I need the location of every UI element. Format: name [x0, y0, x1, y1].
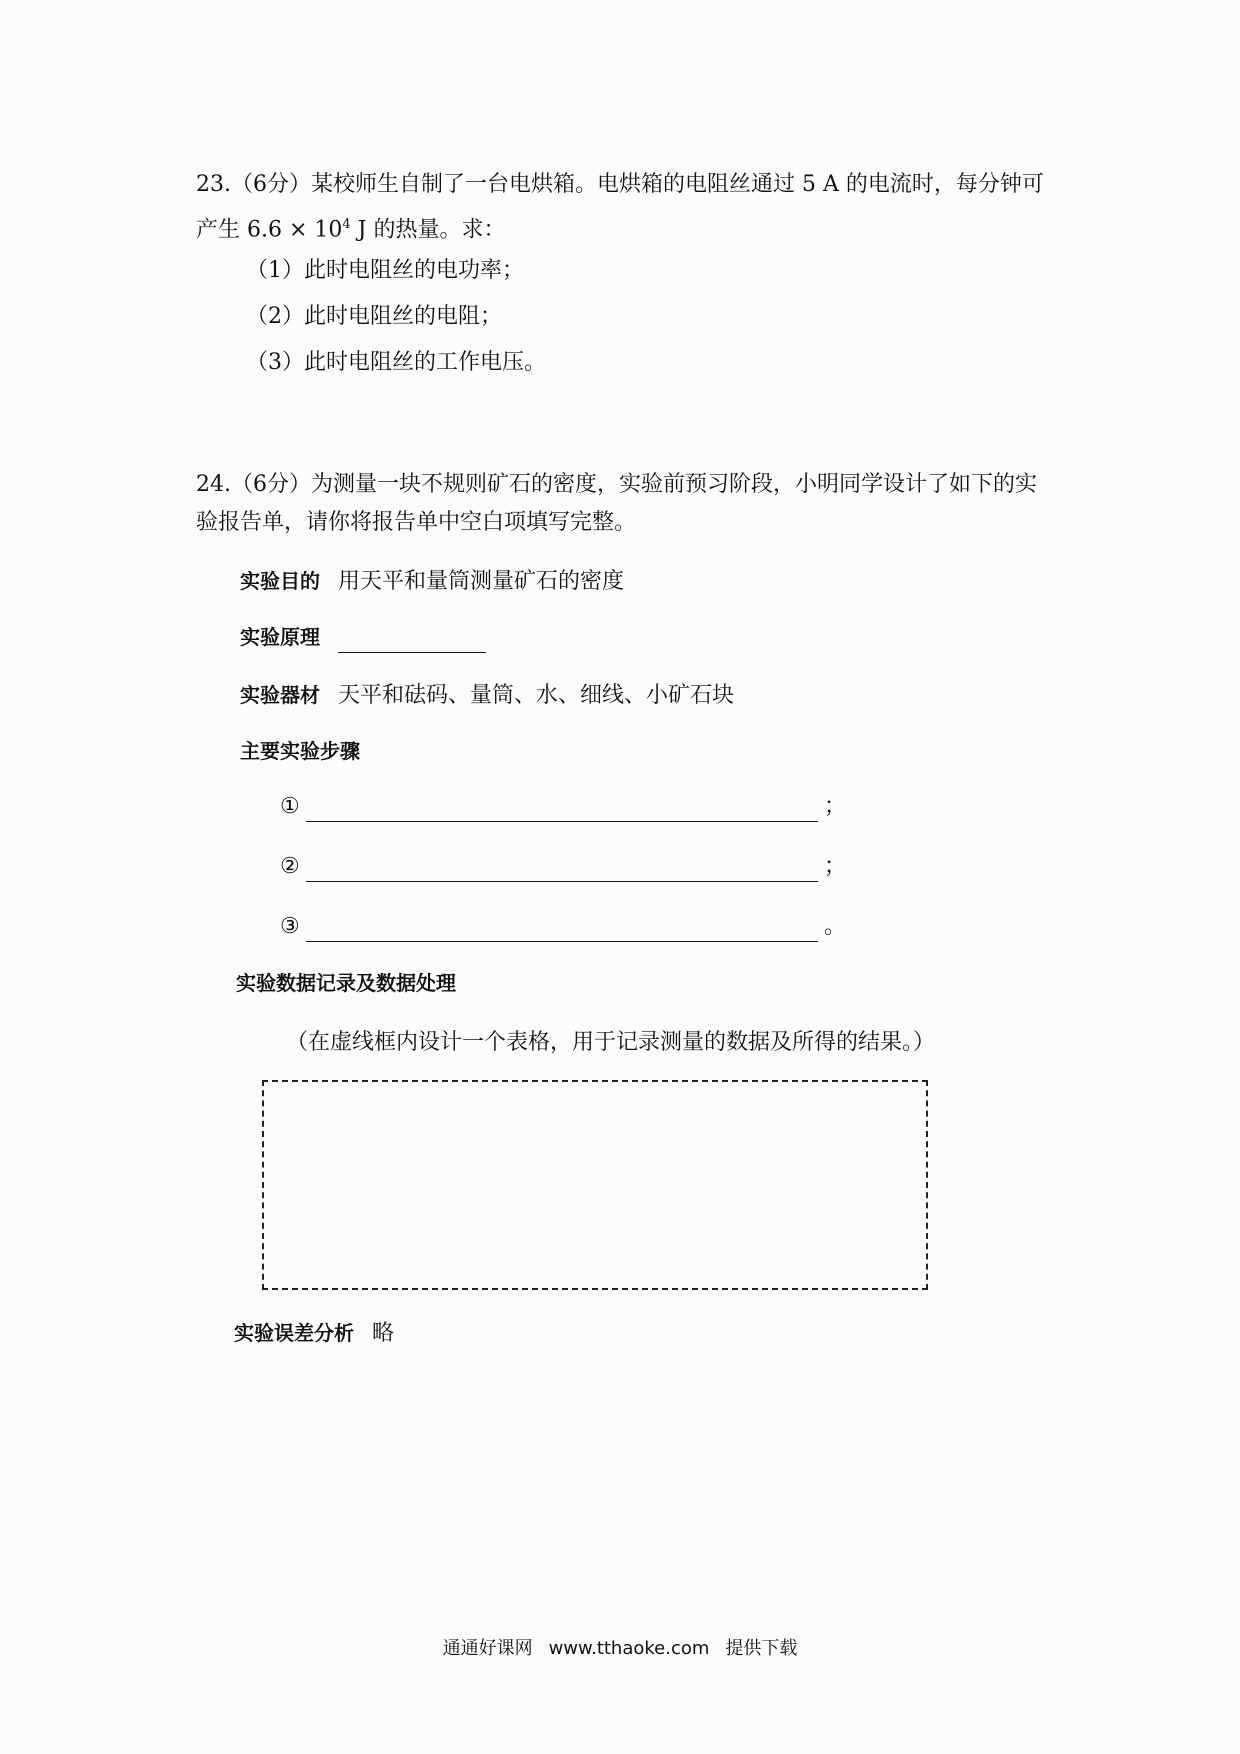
step-1-number: ①	[280, 794, 300, 819]
q23-line-1: 23.（6分）某校师生自制了一台电烘箱。电烘箱的电阻丝通过 5 A 的电流时，每分钟可	[196, 172, 1044, 197]
data-table-box[interactable]	[262, 1080, 928, 1290]
footer-suffix: 提供下载	[725, 1638, 798, 1659]
page-footer	[0, 1634, 1240, 1660]
experiment-purpose-value: 用天平和量筒测量矿石的密度	[338, 569, 625, 594]
step-1	[280, 792, 846, 822]
footer-url[interactable]: www.tthaoke.com	[548, 1638, 710, 1659]
q24-line-2: 验报告单，请你将报告单中空白项填写完整。	[196, 510, 637, 535]
q23-line-2-pre: 产生 6.6 × 10	[196, 217, 343, 243]
q23-line-2-post: J 的热量。求：	[350, 217, 506, 243]
step-1-blank[interactable]	[306, 799, 818, 822]
main-steps-label: 主要实验步骤	[240, 739, 360, 763]
experiment-principle-blank[interactable]	[338, 630, 486, 653]
error-analysis-row	[234, 1318, 394, 1349]
step-2-number: ②	[280, 854, 300, 879]
data-record-row	[236, 968, 456, 999]
q23-exponent: 4	[342, 217, 351, 232]
main-steps-row	[240, 736, 360, 767]
error-analysis-value: 略	[372, 1321, 395, 1346]
step-3	[280, 912, 846, 942]
step-2-punct: ；	[824, 854, 847, 879]
step-3-blank[interactable]	[306, 919, 818, 942]
step-1-punct: ；	[824, 794, 847, 819]
q24-line-1: 24.（6分）为测量一块不规则矿石的密度，实验前预习阶段，小明同学设计了如下的实	[196, 472, 1037, 497]
experiment-purpose-label: 实验目的	[240, 569, 320, 593]
experiment-materials-value: 天平和砝码、量筒、水、细线、小矿石块	[338, 683, 735, 708]
step-3-number: ③	[280, 914, 300, 939]
step-2-blank[interactable]	[306, 859, 818, 882]
data-table-note: （在虚线框内设计一个表格，用于记录测量的数据及所得的结果。）	[286, 1030, 936, 1055]
data-record-label: 实验数据记录及数据处理	[236, 971, 456, 995]
q23-item-1: （1）此时电阻丝的电功率；	[246, 258, 524, 283]
footer-site-name: 通通好课网	[442, 1638, 533, 1659]
experiment-materials-label: 实验器材	[240, 683, 320, 707]
experiment-principle-label: 实验原理	[240, 625, 320, 649]
experiment-materials-row	[240, 680, 734, 711]
experiment-principle-row	[240, 622, 486, 653]
q23-item-2: （2）此时电阻丝的电阻；	[246, 304, 502, 329]
q23-line-2	[196, 210, 506, 245]
step-2	[280, 852, 846, 882]
step-3-punct: 。	[824, 914, 847, 939]
error-analysis-label: 实验误差分析	[234, 1321, 354, 1345]
experiment-purpose-row	[240, 566, 624, 597]
q23-item-3: （3）此时电阻丝的工作电压。	[246, 350, 546, 375]
